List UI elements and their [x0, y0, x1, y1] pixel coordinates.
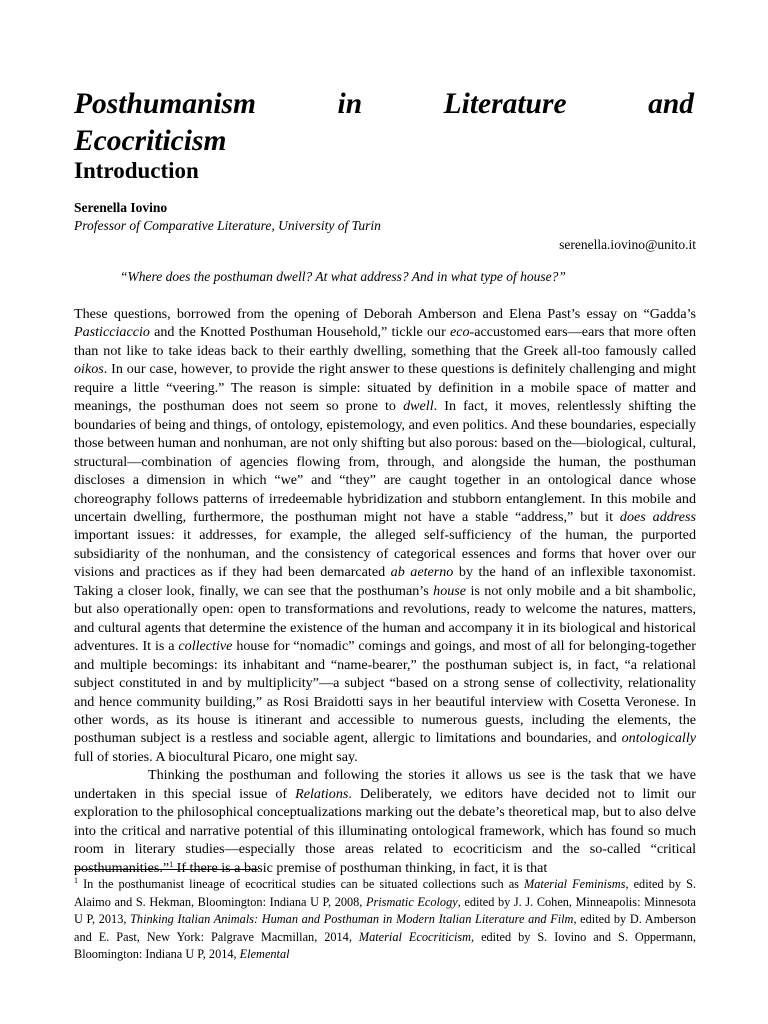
- italic-run: oikos: [74, 361, 104, 378]
- italic-run: Prismatic Ecology: [365, 894, 458, 909]
- author-affiliation: Professor of Comparative Literature, University of Turin: [74, 218, 381, 233]
- paragraph-2: [74, 766, 696, 877]
- text-run: . Deliberately, we editors have decided not to limit our exploration to the philosophical conceptualizations marking out the debate’s theoretical map, but to also delve into the critical and narrative potential of this illuminating ontological framework, which has found so much room in literary studies—especially those areas related to ecocriticism and the so-called “critical posthumanities.”: [74, 785, 696, 876]
- text-run: , edited by S. Alaimo and S. Hekman, Bloomington: Indiana U P, 2008,: [74, 877, 697, 909]
- italic-run: Material Feminisms: [524, 877, 626, 891]
- text-run: , edited by D. Amberson and E. Past, New York: Palgrave Macmillan, 2014,: [74, 912, 697, 944]
- italic-run: Thinking Italian Animals: Human and Posthuman in Modern Italian Literature and Film: [130, 912, 574, 926]
- title-line-2: Ecocriticism: [74, 125, 227, 157]
- italic-run: Elemental: [239, 947, 290, 961]
- text-run: full of stories. A biocultural Picaro, one might say.: [74, 748, 358, 765]
- author-email: serenella.iovino@unito.it: [559, 237, 696, 252]
- title-word: Posthumanism: [74, 88, 256, 120]
- text-run: , edited by J. J. Cohen, Minneapolis: Minnesota U P, 2013,: [74, 894, 696, 926]
- italic-run: Relations: [295, 785, 349, 802]
- italic-run: dwell: [403, 398, 434, 415]
- paper-title: [74, 86, 694, 160]
- body-text: [74, 305, 696, 877]
- title-word: and: [648, 88, 694, 120]
- text-run: . In fact, it moves, relentlessly shifting the boundaries of being and things, of ontology, epistemology, and even politics. And these boundaries, especially those between human and nonhuman, are not only shifting but also porous: based on the—biological, cultural, structural—combination of agencies flowing from, through, and alongside the human, the posthuman discloses a dimension in which “we” and “they” are caught together in an ontological dance whose choreography follows patterns of irredeemable hybridization and stubborn entanglement. In this mobile and uncertain dwelling, furthermore, the posthuman might not have a stable “address,” but it: [74, 398, 696, 525]
- italic-run: eco: [449, 324, 470, 341]
- text-run: These questions, borrowed from the opening of Deborah Amberson and Elena Past’s essay on “Gadda’s: [74, 306, 696, 322]
- text-run: . In our case, however, to provide the right answer to these questions is definitely challenging and might require a little “veering.” The reason is simple: situated by definition in a mobile space of matter and meanings, the posthuman does not seem so prone to: [74, 361, 696, 415]
- text-run: In the posthumanist lineage of ecocritical studies can be situated collections such as: [78, 877, 525, 891]
- italic-run: ontologically: [621, 730, 696, 747]
- text-run: If there is a basic premise of posthuman thinking, in fact, it is that: [173, 859, 548, 876]
- italic-run: Material Ecocriticism: [358, 929, 472, 944]
- author-name: Serenella Iovino: [74, 200, 168, 215]
- text-run: , edited by S. Iovino and S. Oppermann, Bloomington: Indiana U P, 2014,: [74, 929, 696, 961]
- epigraph: “Where does the posthuman dwell? At what address? And in what type of house?”: [120, 269, 566, 284]
- text-run: by the hand of an inflexible taxonomist. Taking a closer look, finally, we can see that the posthuman’s: [74, 564, 697, 599]
- italic-run: house: [433, 582, 467, 599]
- text-run: is not only mobile and a bit shambolic, but also operationally open: open to transformations and revolutions, ready to welcome the natures, matters, and cultural agents that determine the existence of the human and accompany it in its biological and historical adventures. It is a: [74, 582, 697, 655]
- italic-run: ab aeterno: [390, 564, 454, 581]
- text-run: important issues: it addresses, for example, the alleged self-sufficiency of the human, the purported subsidiarity of the nonhuman, and the consistency of categorical essences and forms that hover over our visions and practices as if they had been demarcated: [74, 527, 696, 581]
- title-line-1: [74, 86, 694, 123]
- footnote-divider: [74, 869, 258, 870]
- text-run: and the Knotted Posthuman Household,” tickle our: [149, 324, 450, 341]
- footnote-marker: 1: [74, 876, 78, 885]
- footnote-1: [74, 876, 696, 964]
- text-run: -accustomed ears—ears that more often than not like to take ideas back to their earthly dwelling, something that the Greek all-too famously called: [74, 324, 696, 359]
- footnote-ref[interactable]: 1: [169, 859, 174, 869]
- italic-run: does address: [619, 508, 696, 525]
- italic-run: collective: [178, 638, 233, 655]
- section-heading: Introduction: [74, 158, 199, 183]
- italic-run: Pasticciaccio: [74, 324, 150, 341]
- text-run: Thinking the posthuman and following the stories it allows us see is the task that we have undertaken in this special issue of: [74, 767, 696, 802]
- title-word: in: [337, 88, 363, 120]
- text-run: house for “nomadic” comings and goings, and most of all for belonging-together and multiple becomings: its inhabitant and “name-bearer,” the posthuman subject is, in fact, “a relational subject constituted in and by multiplicity”—a subject “based on a strong sense of collectivity, relationality and hence community building,” as Rosi Braidotti says in her beautiful interview with Cosetta Veronese. In other words, as its house is itinerant and accessible to numerous guests, including the elements, the posthuman subject is a restless and sociable agent, allergic to limitations and boundaries, and: [74, 638, 696, 747]
- title-word: Literature: [443, 88, 567, 120]
- paragraph-1: [74, 305, 696, 766]
